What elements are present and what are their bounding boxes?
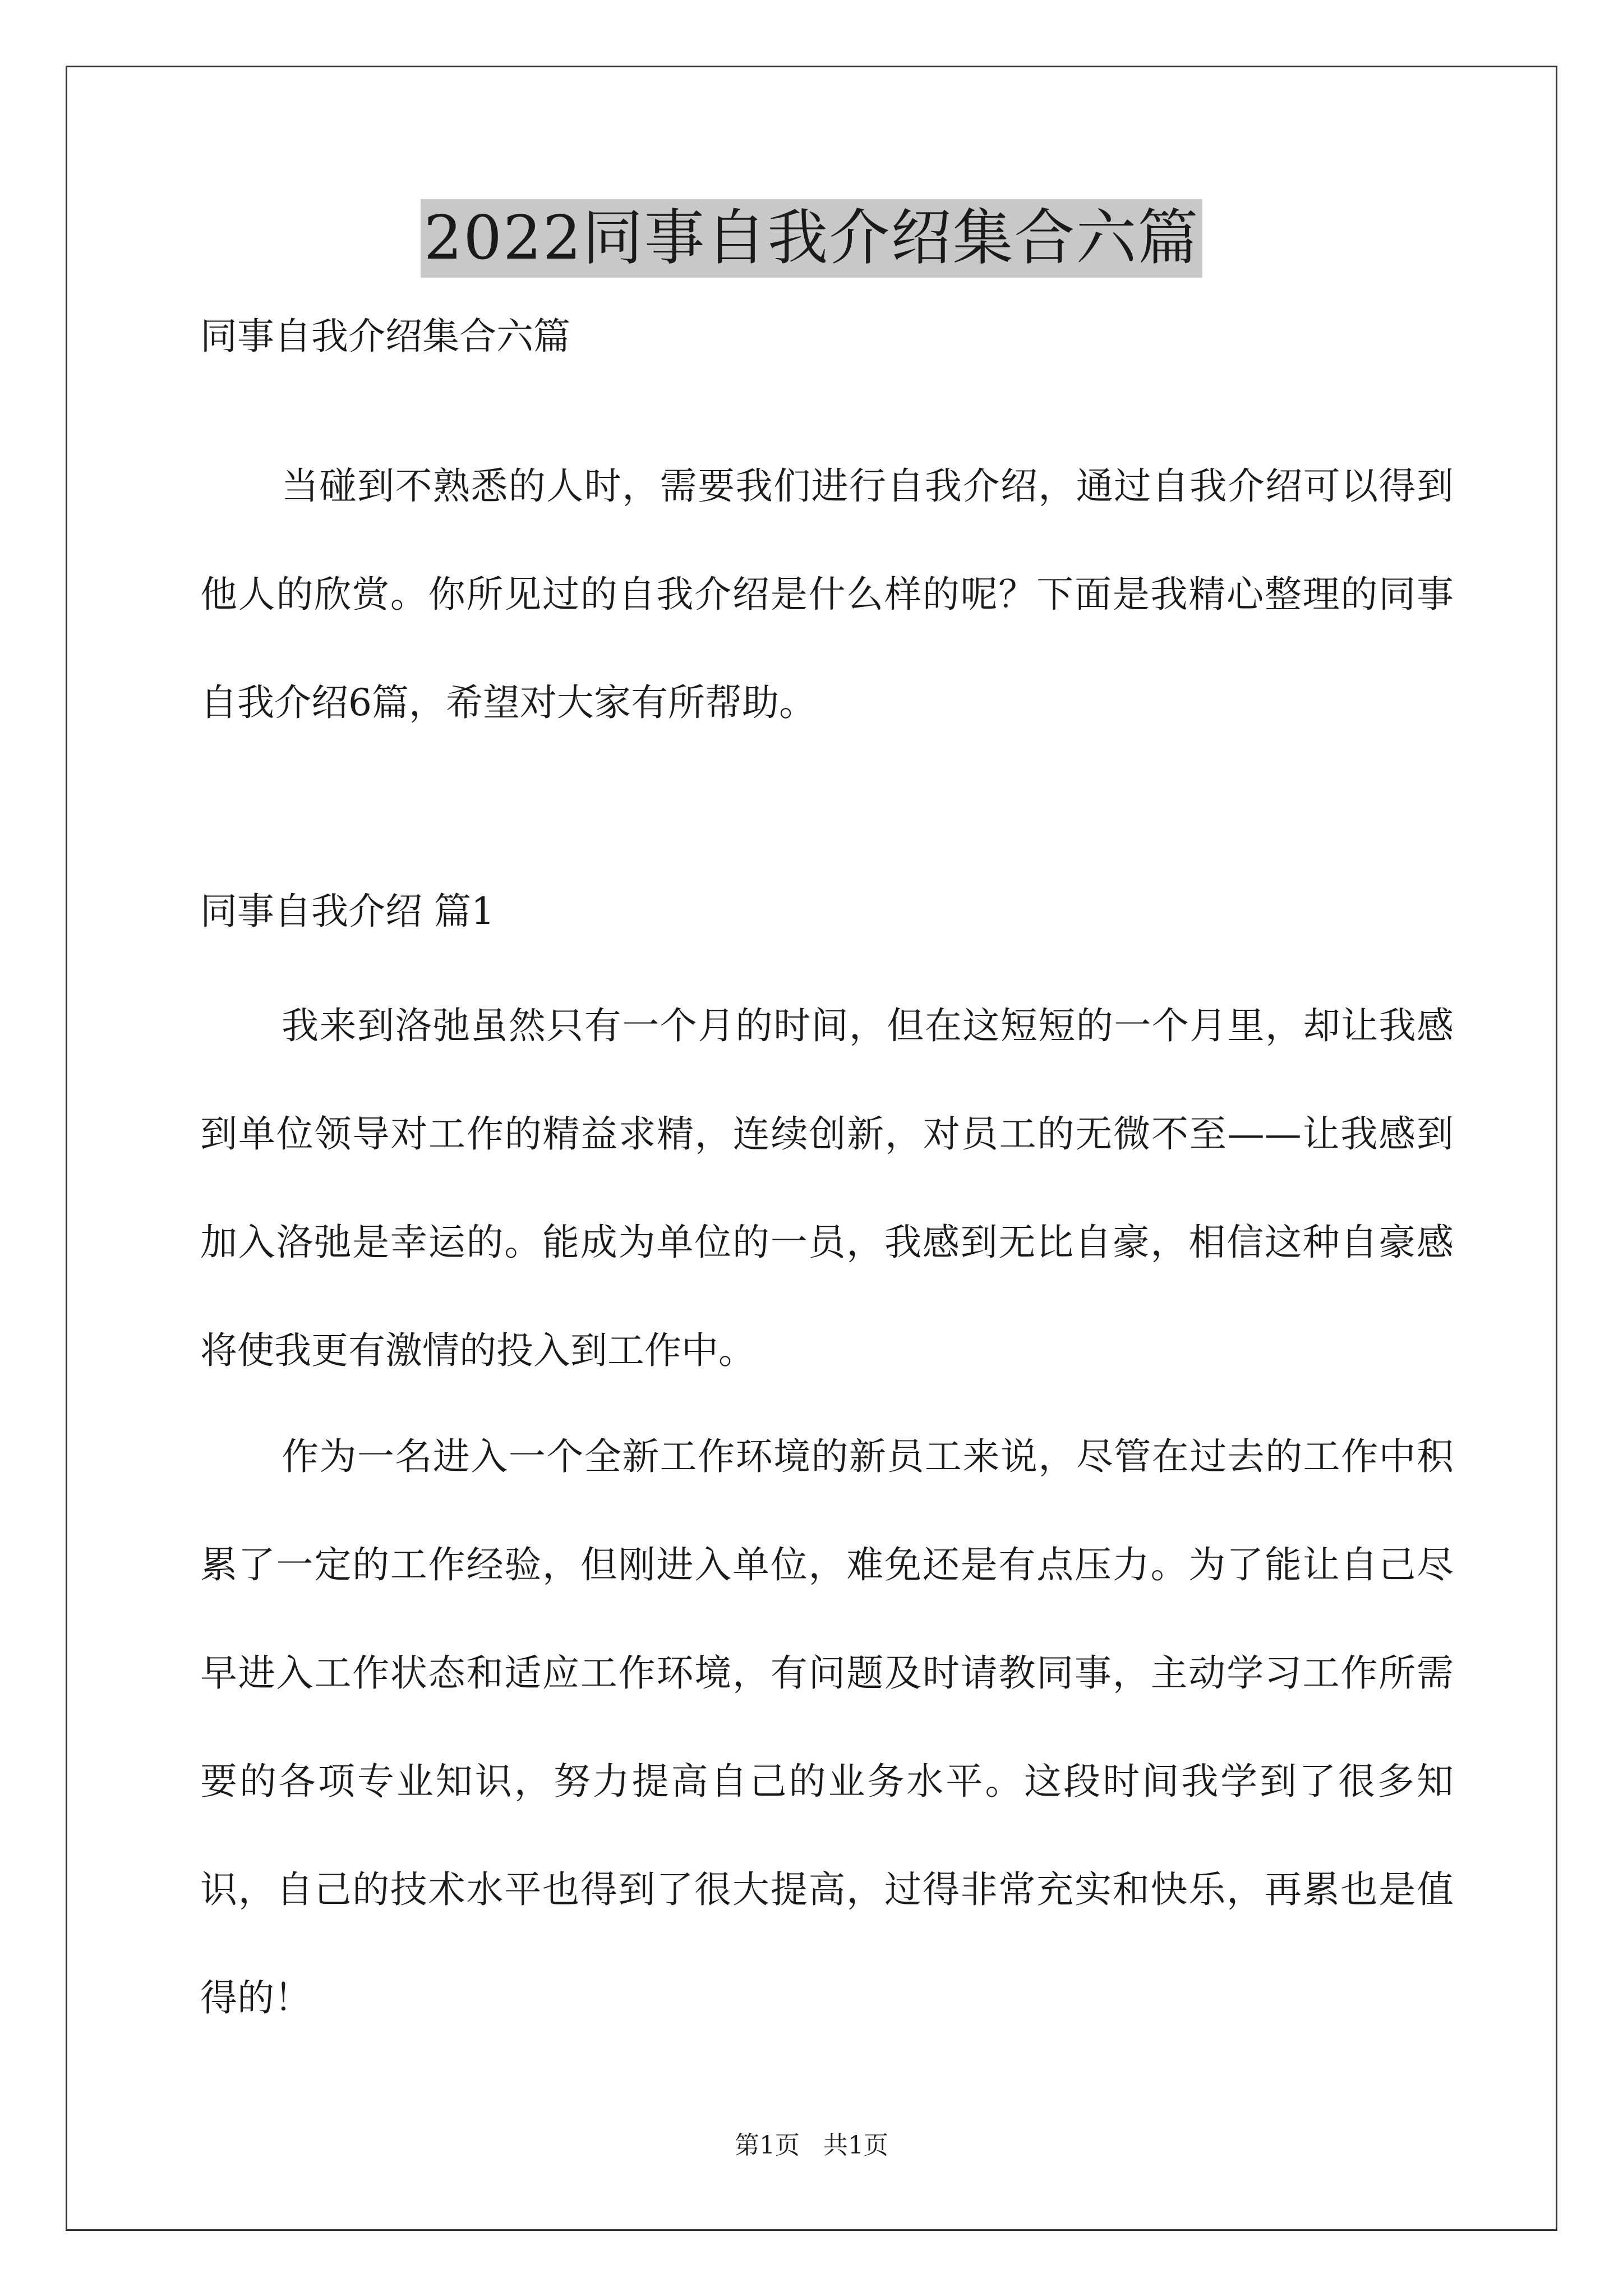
- body-paragraph-1: 我来到洛弛虽然只有一个月的时间，但在这短短的一个月里，却让我感到单位领导对工作的精益求精，连续创新，对员工的无微不至——让我感到加入洛弛是幸运的。能成为单位的一员，我感到无比自豪，相信这种自豪感将使我更有激情的投入到工作中。: [200, 1004, 1454, 1372]
- title-container: [0, 199, 1623, 278]
- document-subtitle: 同事自我介绍集合六篇: [200, 315, 570, 358]
- intro-paragraph: 当碰到不熟悉的人时，需要我们进行自我介绍，通过自我介绍可以得到他人的欣赏。你所见过的自我介绍是什么样的呢？下面是我精心整理的同事自我介绍6篇，希望对大家有所帮助。: [200, 464, 1454, 724]
- section-heading: 同事自我介绍 篇1: [200, 890, 495, 933]
- document-title: 2022同事自我介绍集合六篇: [421, 199, 1203, 278]
- page-footer: 第1页 共1页: [735, 2131, 888, 2160]
- body-paragraph-2: 作为一名进入一个全新工作环境的新员工来说，尽管在过去的工作中积累了一定的工作经验，但刚进入单位，难免还是有点压力。为了能让自己尽早进入工作状态和适应工作环境，有问题及时请教同事，主动学习工作所需要的各项专业知识，努力提高自己的业务水平。这段时间我学到了很多知识，自己的技术水平也得到了很大提高，过得非常充实和快乐，再累也是值得的！: [200, 1435, 1454, 2019]
